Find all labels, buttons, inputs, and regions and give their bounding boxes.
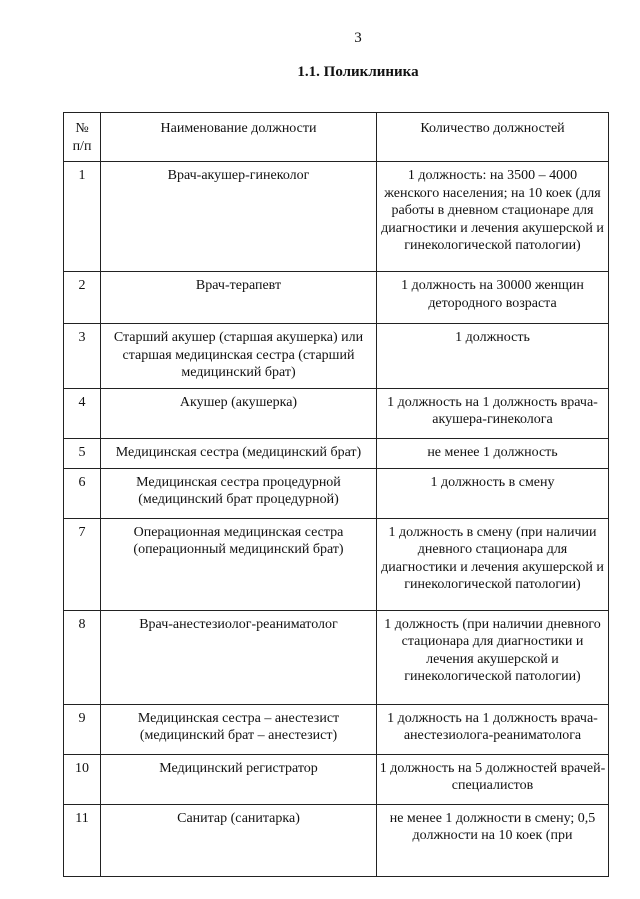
row-number: 4 xyxy=(64,388,101,438)
staffing-table xyxy=(63,112,609,877)
row-number: 1 xyxy=(64,162,101,272)
row-number: 9 xyxy=(64,704,101,754)
row-number: 3 xyxy=(64,324,101,389)
position-name: Операционная медицинская сестра (операционный медицинский брат) xyxy=(101,518,377,610)
row-number: 5 xyxy=(64,438,101,468)
header-position-count: Количество должностей xyxy=(377,113,609,162)
position-count: 1 должность на 1 должность врача-анестезиолога-реаниматолога xyxy=(377,704,609,754)
position-name: Медицинская сестра – анестезист (медицинский брат – анестезист) xyxy=(101,704,377,754)
position-name: Врач-акушер-гинеколог xyxy=(101,162,377,272)
position-count: не менее 1 должности в смену; 0,5 должности на 10 коек (при xyxy=(377,804,609,876)
table-row xyxy=(64,518,609,610)
position-count: 1 должность xyxy=(377,324,609,389)
table-row xyxy=(64,272,609,324)
position-name: Врач-анестезиолог-реаниматолог xyxy=(101,610,377,704)
row-number: 8 xyxy=(64,610,101,704)
row-number: 7 xyxy=(64,518,101,610)
position-count: 1 должность в смену (при наличии дневного стационара для диагностики и лечения акушерской и гинекологической патологии) xyxy=(377,518,609,610)
table-row xyxy=(64,754,609,804)
row-number: 2 xyxy=(64,272,101,324)
position-name: Медицинская сестра (медицинский брат) xyxy=(101,438,377,468)
position-count: 1 должность на 1 должность врача-акушера-гинеколога xyxy=(377,388,609,438)
position-name: Медицинская сестра процедурной (медицинский брат процедурной) xyxy=(101,468,377,518)
page-number: 3 xyxy=(354,30,362,46)
position-count: 1 должность в смену xyxy=(377,468,609,518)
table-row xyxy=(64,704,609,754)
row-number: 11 xyxy=(64,804,101,876)
table-header-row xyxy=(64,113,609,162)
position-count: 1 должность: на 3500 – 4000 женского населения; на 10 коек (для работы в дневном стационаре для диагностики и лечения акушерской и гинекологической патологии) xyxy=(377,162,609,272)
table-row xyxy=(64,468,609,518)
table-row xyxy=(64,324,609,389)
row-number: 10 xyxy=(64,754,101,804)
table-row xyxy=(64,388,609,438)
header-position-name: Наименование должности xyxy=(101,113,377,162)
position-name: Акушер (акушерка) xyxy=(101,388,377,438)
position-count: не менее 1 должность xyxy=(377,438,609,468)
header-number: № п/п xyxy=(64,113,101,162)
position-count: 1 должность на 30000 женщин детородного возраста xyxy=(377,272,609,324)
position-name: Санитар (санитарка) xyxy=(101,804,377,876)
table-row xyxy=(64,804,609,876)
position-name: Врач-терапевт xyxy=(101,272,377,324)
row-number: 6 xyxy=(64,468,101,518)
position-count: 1 должность (при наличии дневного стационара для диагностики и лечения акушерской и гинекологической патологии) xyxy=(377,610,609,704)
table-row xyxy=(64,610,609,704)
position-name: Медицинский регистратор xyxy=(101,754,377,804)
position-name: Старший акушер (старшая акушерка) или старшая медицинская сестра (старший медицинский брат) xyxy=(101,324,377,389)
table-row xyxy=(64,162,609,272)
table-row xyxy=(64,438,609,468)
section-title: 1.1. Поликлиника xyxy=(297,64,419,80)
position-count: 1 должность на 5 должностей врачей-специалистов xyxy=(377,754,609,804)
